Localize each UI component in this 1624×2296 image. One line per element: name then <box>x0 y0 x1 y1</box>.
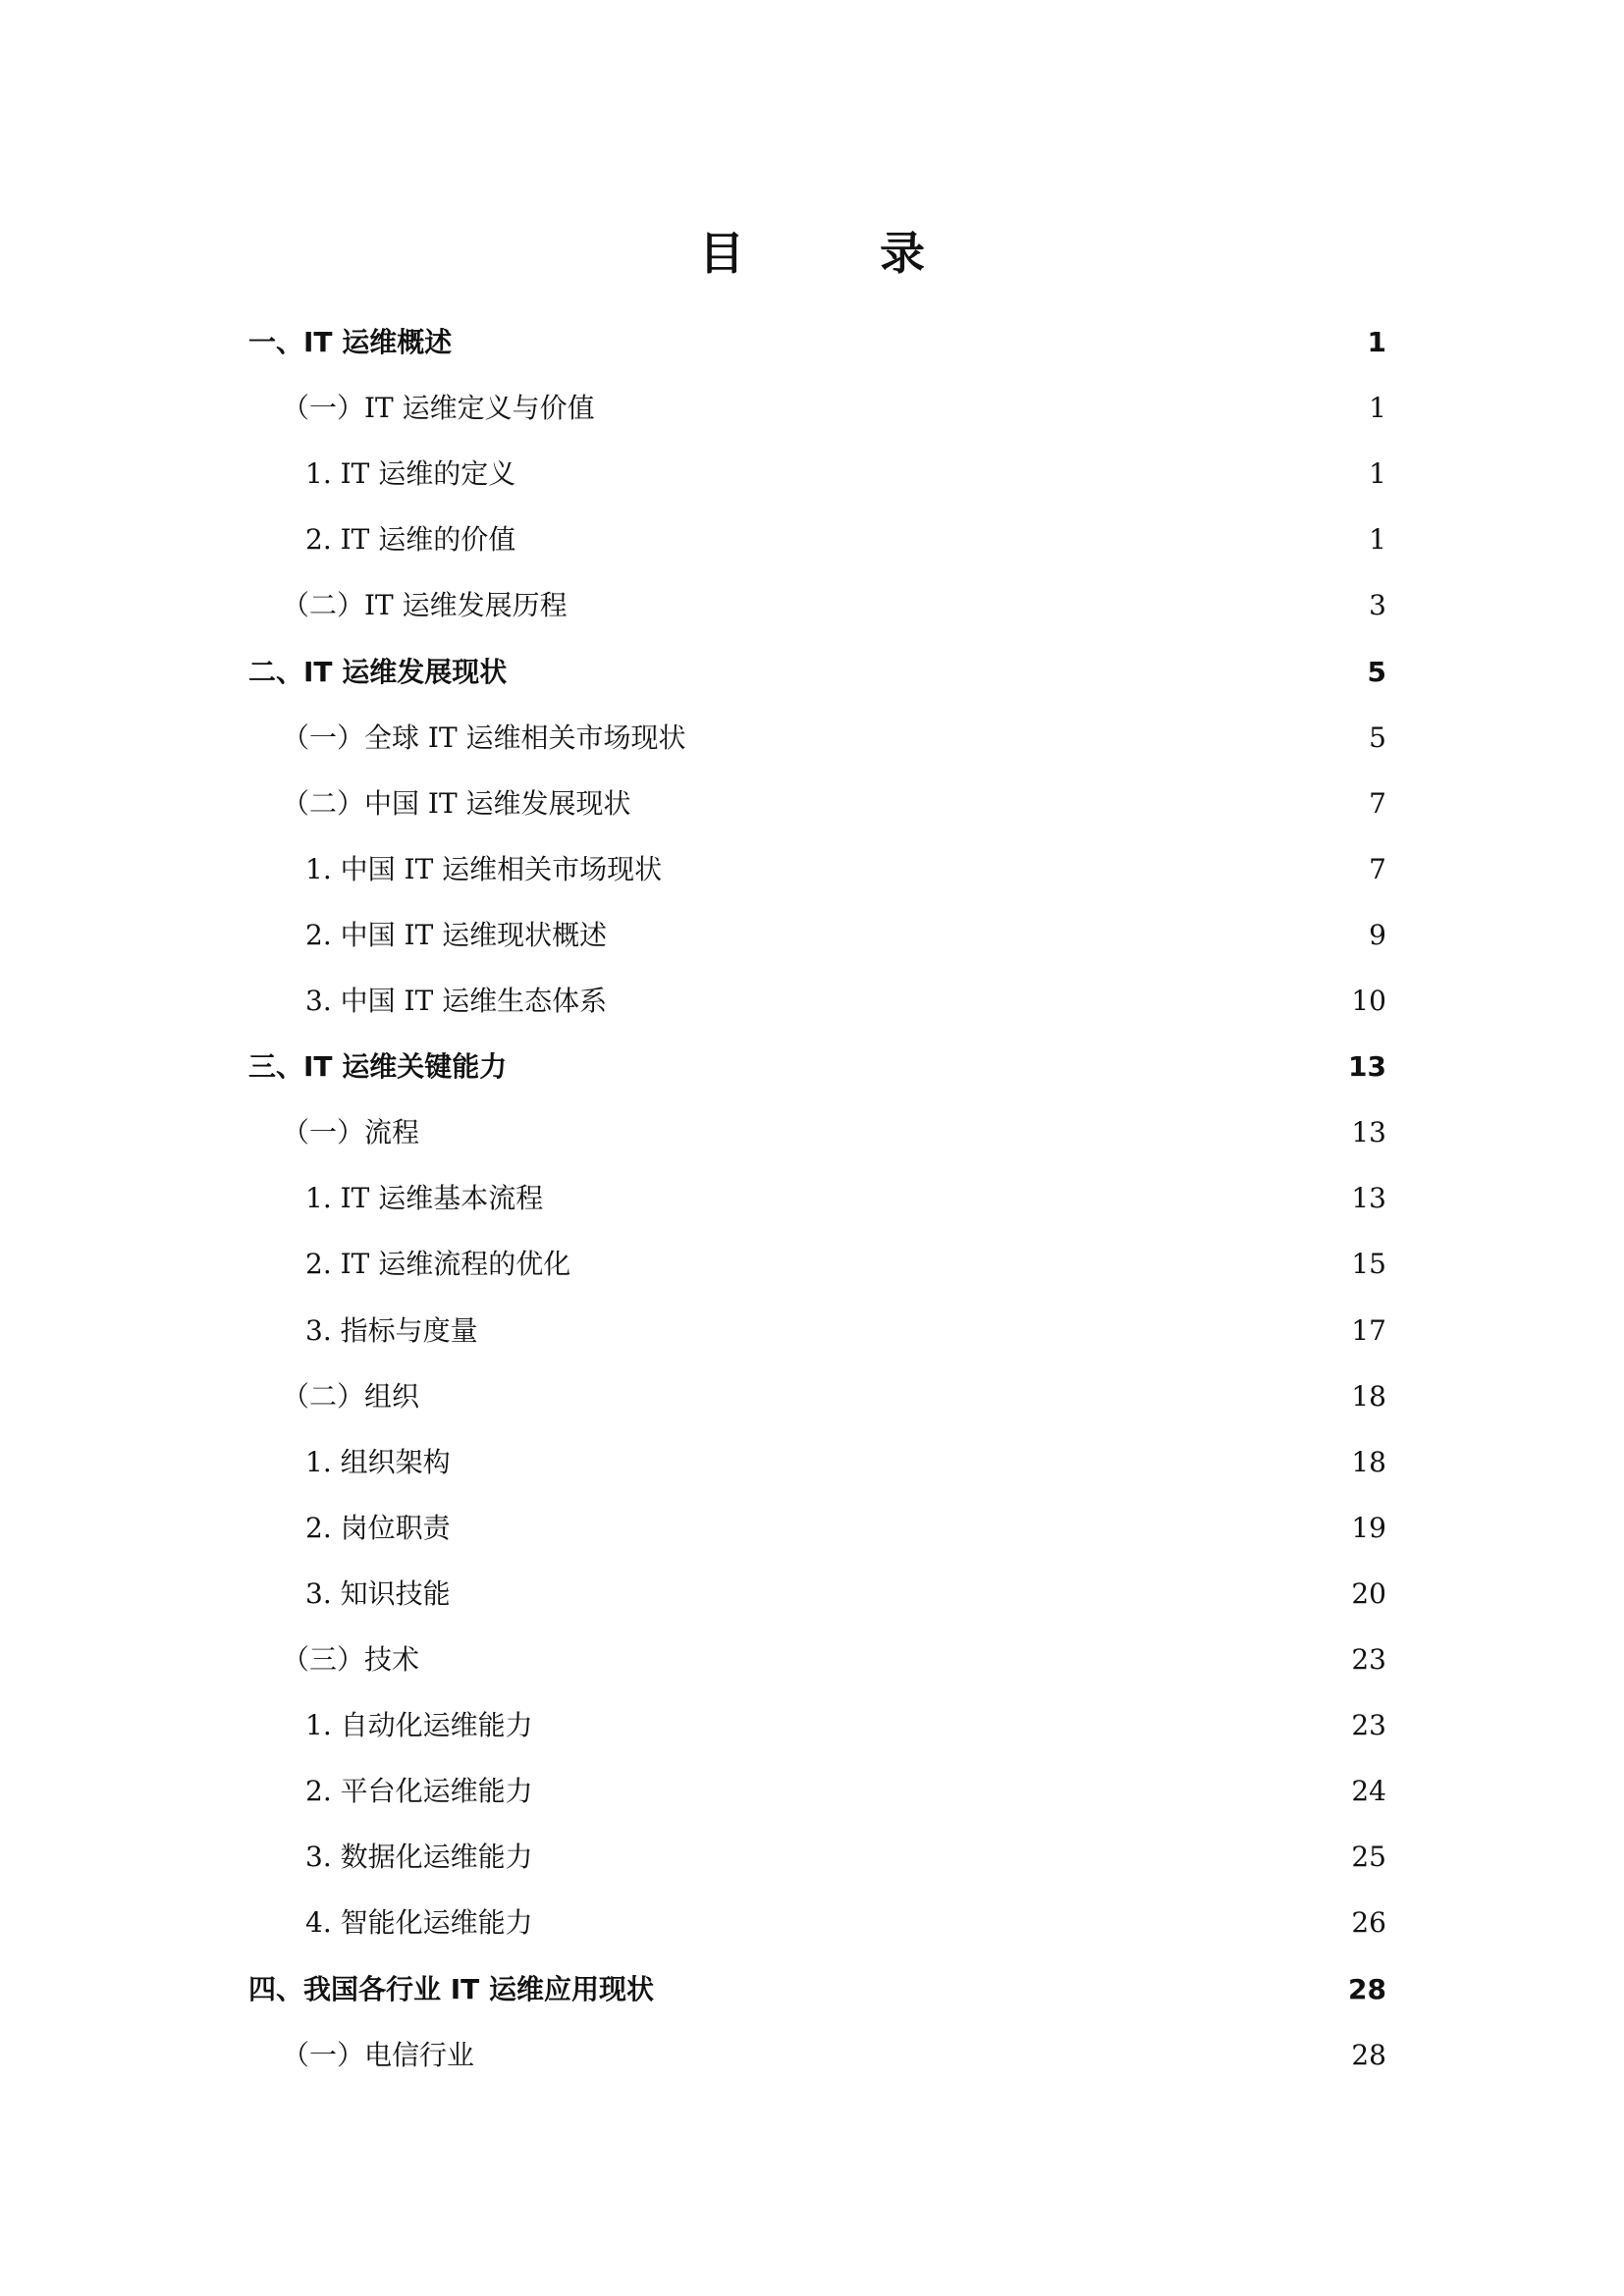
toc-page-number: 3 <box>1369 589 1386 622</box>
dot-leader <box>543 1770 1342 1813</box>
toc-entry-label: 2. IT 运维的价值 <box>305 523 516 557</box>
dot-leader <box>641 782 1360 826</box>
toc-page-number: 5 <box>1367 655 1386 688</box>
toc-entry[interactable] <box>282 387 1386 430</box>
dot-leader <box>525 453 1359 496</box>
dot-leader <box>516 1045 1338 1089</box>
toc-entry[interactable] <box>305 1177 1386 1220</box>
toc-entry[interactable] <box>305 1704 1386 1747</box>
dot-leader <box>543 1901 1342 1945</box>
toc-entry-label: 一、IT 运维概述 <box>248 326 453 358</box>
toc-entry[interactable] <box>305 1836 1386 1879</box>
dot-leader <box>605 387 1360 430</box>
toc-entry-label: 2. 平台化运维能力 <box>305 1775 533 1808</box>
page-title: 目 录 <box>699 227 970 280</box>
toc-entry-label: 2. IT 运维流程的优化 <box>305 1248 571 1281</box>
toc-entry-label: （二）组织 <box>282 1379 420 1413</box>
toc-page-number: 1 <box>1369 523 1386 557</box>
toc-entry-label: 三、IT 运维关键能力 <box>248 1050 508 1084</box>
toc-entry-label: 1. 自动化运维能力 <box>305 1709 533 1742</box>
toc-entry[interactable] <box>305 518 1386 561</box>
toc-page-number: 13 <box>1351 1116 1386 1149</box>
dot-leader <box>484 2034 1341 2077</box>
toc-entry-label: 1. 组织架构 <box>305 1445 451 1478</box>
dot-leader <box>525 518 1359 561</box>
dot-leader <box>429 1638 1341 1682</box>
toc-entry-label: 3. 指标与度量 <box>305 1313 478 1347</box>
toc-entry[interactable] <box>248 651 1386 694</box>
dot-leader <box>461 321 1357 364</box>
toc-entry-label: 2. 岗位职责 <box>305 1511 451 1544</box>
toc-entry[interactable] <box>305 1573 1386 1616</box>
toc-entry[interactable] <box>305 453 1386 496</box>
toc-page-number: 15 <box>1351 1248 1386 1281</box>
toc-entry-label: （二）中国 IT 运维发展现状 <box>282 786 631 820</box>
toc-entry-label: （一）全球 IT 运维相关市场现状 <box>282 721 686 754</box>
toc-entry-label: 2. 中国 IT 运维现状概述 <box>305 918 608 951</box>
dot-leader <box>460 1573 1342 1616</box>
dot-leader <box>577 584 1360 627</box>
toc-page-number: 24 <box>1351 1775 1386 1808</box>
toc-entry-label: 3. 数据化运维能力 <box>305 1841 533 1874</box>
toc-entry[interactable] <box>305 1309 1386 1353</box>
toc-entry-label: （一）电信行业 <box>282 2038 475 2071</box>
toc-page-number: 10 <box>1351 985 1386 1017</box>
toc-entry-label: （三）技术 <box>282 1643 420 1676</box>
toc-entry[interactable] <box>305 914 1386 957</box>
dot-leader <box>617 914 1359 957</box>
dot-leader <box>553 1177 1341 1220</box>
toc-entry[interactable] <box>282 1638 1386 1682</box>
toc-entry[interactable] <box>305 1901 1386 1945</box>
toc-page-number: 17 <box>1351 1313 1386 1347</box>
toc-entry[interactable] <box>305 1770 1386 1813</box>
toc-entry[interactable] <box>248 1968 1386 2011</box>
dot-leader <box>488 1309 1342 1353</box>
dot-leader <box>429 1375 1341 1418</box>
toc-entry[interactable] <box>282 1111 1386 1154</box>
toc-entry[interactable] <box>305 980 1386 1023</box>
toc-entry-label: 四、我国各行业 IT 运维应用现状 <box>248 1972 655 2005</box>
dot-leader <box>664 1968 1338 2011</box>
toc-entry[interactable] <box>305 1243 1386 1286</box>
toc-entry[interactable] <box>282 717 1386 760</box>
dot-leader <box>580 1243 1341 1286</box>
dot-leader <box>429 1111 1341 1154</box>
toc-page-number: 5 <box>1369 721 1386 754</box>
toc-entry[interactable] <box>248 321 1386 364</box>
toc-page-number: 1 <box>1367 326 1386 358</box>
toc-entry-label: 4. 智能化运维能力 <box>305 1906 533 1940</box>
dot-leader <box>672 848 1359 891</box>
toc-page-number: 23 <box>1351 1709 1386 1742</box>
toc-page-number: 23 <box>1351 1643 1386 1676</box>
dot-leader <box>460 1507 1342 1550</box>
toc-entry[interactable] <box>282 2034 1386 2077</box>
toc-page-number: 7 <box>1369 786 1386 820</box>
toc-page-number: 18 <box>1351 1445 1386 1478</box>
toc-entry-label: 3. 中国 IT 运维生态体系 <box>305 985 608 1017</box>
toc-entry[interactable] <box>282 1375 1386 1418</box>
toc-page-number: 25 <box>1351 1841 1386 1874</box>
dot-leader <box>543 1836 1342 1879</box>
toc-page-number: 7 <box>1369 852 1386 885</box>
toc-entry[interactable] <box>282 584 1386 627</box>
toc-entry-label: （二）IT 运维发展历程 <box>282 589 568 622</box>
dot-leader <box>516 651 1357 694</box>
toc-page-number: 26 <box>1351 1906 1386 1940</box>
toc-entry-label: 二、IT 运维发展现状 <box>248 655 508 688</box>
toc-entry-label: （一）流程 <box>282 1116 420 1149</box>
toc-entry-label: 1. IT 运维基本流程 <box>305 1182 544 1215</box>
toc-page-number: 1 <box>1369 457 1386 491</box>
toc-entry-label: （一）IT 运维定义与价值 <box>282 392 595 425</box>
toc-entry-label: 1. 中国 IT 运维相关市场现状 <box>305 852 663 885</box>
toc-page-number: 20 <box>1351 1576 1386 1610</box>
toc-page-number: 13 <box>1348 1050 1386 1084</box>
toc-page-number: 19 <box>1351 1511 1386 1544</box>
toc-page-number: 13 <box>1351 1182 1386 1215</box>
toc-entry[interactable] <box>305 1441 1386 1484</box>
dot-leader <box>460 1441 1342 1484</box>
toc-page-number: 9 <box>1369 918 1386 951</box>
toc-entry-label: 3. 知识技能 <box>305 1576 451 1610</box>
dot-leader <box>543 1704 1342 1747</box>
toc-entry[interactable] <box>248 1045 1386 1089</box>
dot-leader <box>696 717 1360 760</box>
toc-page-number: 1 <box>1369 392 1386 425</box>
dot-leader <box>617 980 1341 1023</box>
toc-entry[interactable] <box>282 782 1386 826</box>
toc-entry[interactable] <box>305 848 1386 891</box>
toc-page-number: 28 <box>1348 1972 1386 2005</box>
toc-page-number: 28 <box>1351 2038 1386 2071</box>
toc-page-number: 18 <box>1351 1379 1386 1413</box>
toc-entry[interactable] <box>305 1507 1386 1550</box>
toc-entry-label: 1. IT 运维的定义 <box>305 457 516 491</box>
